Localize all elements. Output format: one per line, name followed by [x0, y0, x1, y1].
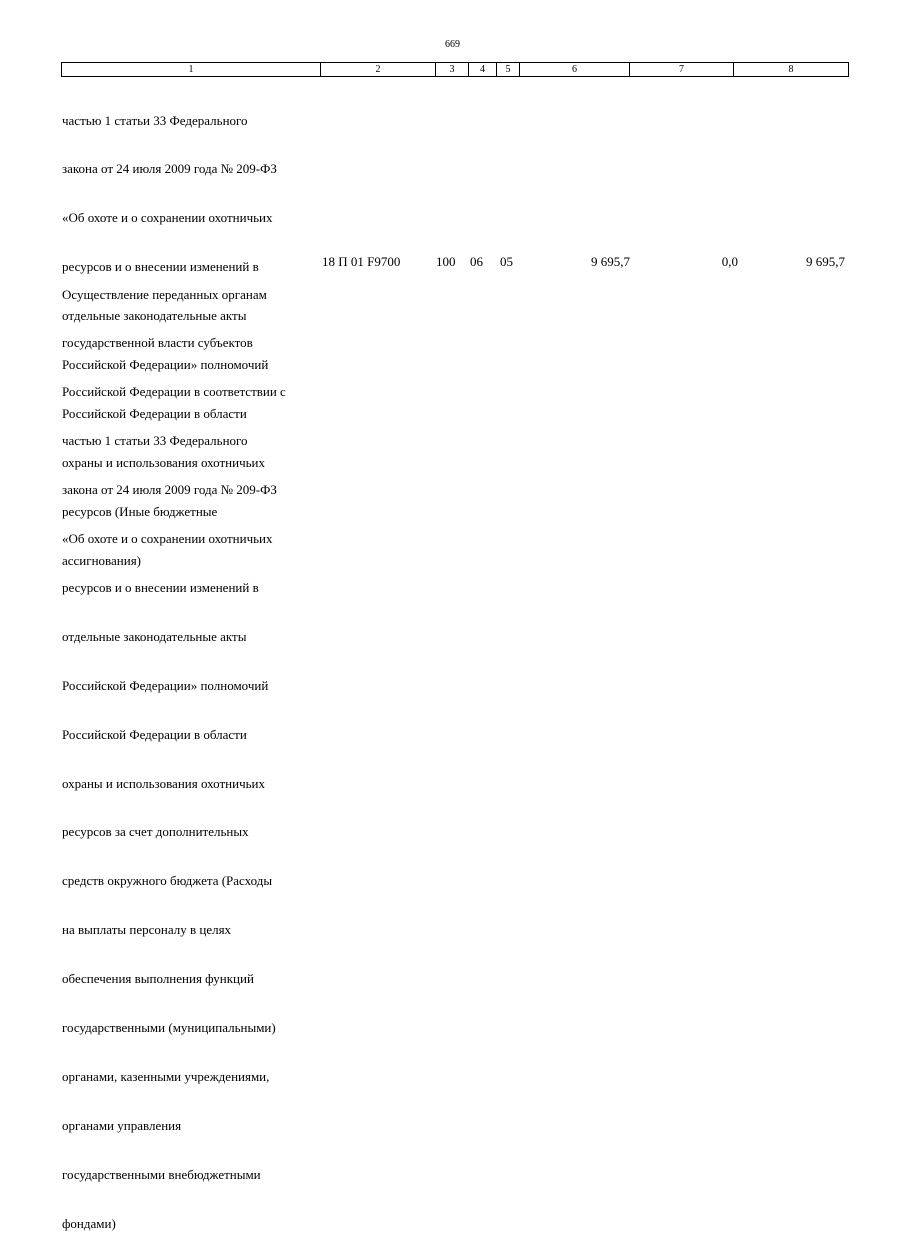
row-2-section: 06 — [470, 254, 483, 269]
text-line: отдельные законодательные акты — [62, 308, 247, 324]
text-line: ресурсов за счет дополнительных — [62, 824, 249, 840]
text-line: отдельные законодательные акты — [62, 628, 247, 644]
text-line: фондами) — [62, 1215, 116, 1231]
row-2-amount-federal: 0,0 — [721, 254, 738, 269]
header-col-1: 1 — [62, 63, 321, 77]
text-line: ресурсов (Иные бюджетные — [62, 503, 218, 519]
row-2-subsection: 05 — [500, 254, 513, 269]
row-2-target-code: 18 П 01 F9700 — [322, 254, 401, 269]
header-col-4: 4 — [469, 63, 497, 77]
text-line: Осуществление переданных органам — [62, 286, 267, 302]
text-line: частью 1 статьи 33 Федерального — [62, 433, 248, 449]
text-line: закона от 24 июля 2009 года № 209-ФЗ — [62, 161, 277, 177]
text-line: ресурсов и о внесении изменений в — [62, 579, 259, 595]
row-2-description — [62, 254, 286, 1248]
text-line: Российской Федерации» полномочий — [62, 357, 269, 373]
text-line: ресурсов и о внесении изменений в — [62, 259, 259, 275]
text-line: «Об охоте и о сохранении охотничьих — [62, 531, 273, 547]
text-line: органами управления — [62, 1117, 182, 1133]
text-line: закона от 24 июля 2009 года № 209-ФЗ — [62, 482, 277, 498]
text-line: Российской Федерации» полномочий — [62, 677, 269, 693]
text-line: охраны и использования охотничьих — [62, 775, 265, 791]
header-col-8: 8 — [734, 63, 849, 77]
header-col-7: 7 — [630, 63, 734, 77]
header-col-5: 5 — [497, 63, 520, 77]
row-2-amount-total: 9 695,7 — [591, 254, 630, 269]
text-line: обеспечения выполнения функций — [62, 971, 254, 987]
text-line: Российской Федерации в области — [62, 405, 247, 421]
text-line: государственными внебюджетными — [62, 1166, 261, 1182]
text-line: частью 1 статьи 33 Федерального — [62, 112, 248, 128]
text-line: органами, казенными учреждениями, — [62, 1068, 270, 1084]
row-2-amount-regional: 9 695,7 — [806, 254, 845, 269]
text-line: государственными (муниципальными) — [62, 1019, 276, 1035]
text-line: ассигнования) — [62, 552, 142, 568]
page-number: 669 — [445, 39, 460, 50]
header-col-2: 2 — [321, 63, 436, 77]
header-row — [62, 63, 849, 77]
header-col-3: 3 — [436, 63, 469, 77]
text-line: Российской Федерации в соответствии с — [62, 384, 286, 400]
row-2-expense-type: 100 — [436, 254, 456, 269]
text-line: охраны и использования охотничьих — [62, 454, 265, 470]
column-number-header — [61, 62, 849, 77]
text-line: на выплаты персоналу в целях — [62, 922, 232, 938]
text-line: средств окружного бюджета (Расходы — [62, 873, 273, 889]
text-line: «Об охоте и о сохранении охотничьих — [62, 210, 273, 226]
header-col-6: 6 — [520, 63, 630, 77]
text-line: государственной власти субъектов — [62, 335, 253, 351]
text-line: Российской Федерации в области — [62, 726, 247, 742]
